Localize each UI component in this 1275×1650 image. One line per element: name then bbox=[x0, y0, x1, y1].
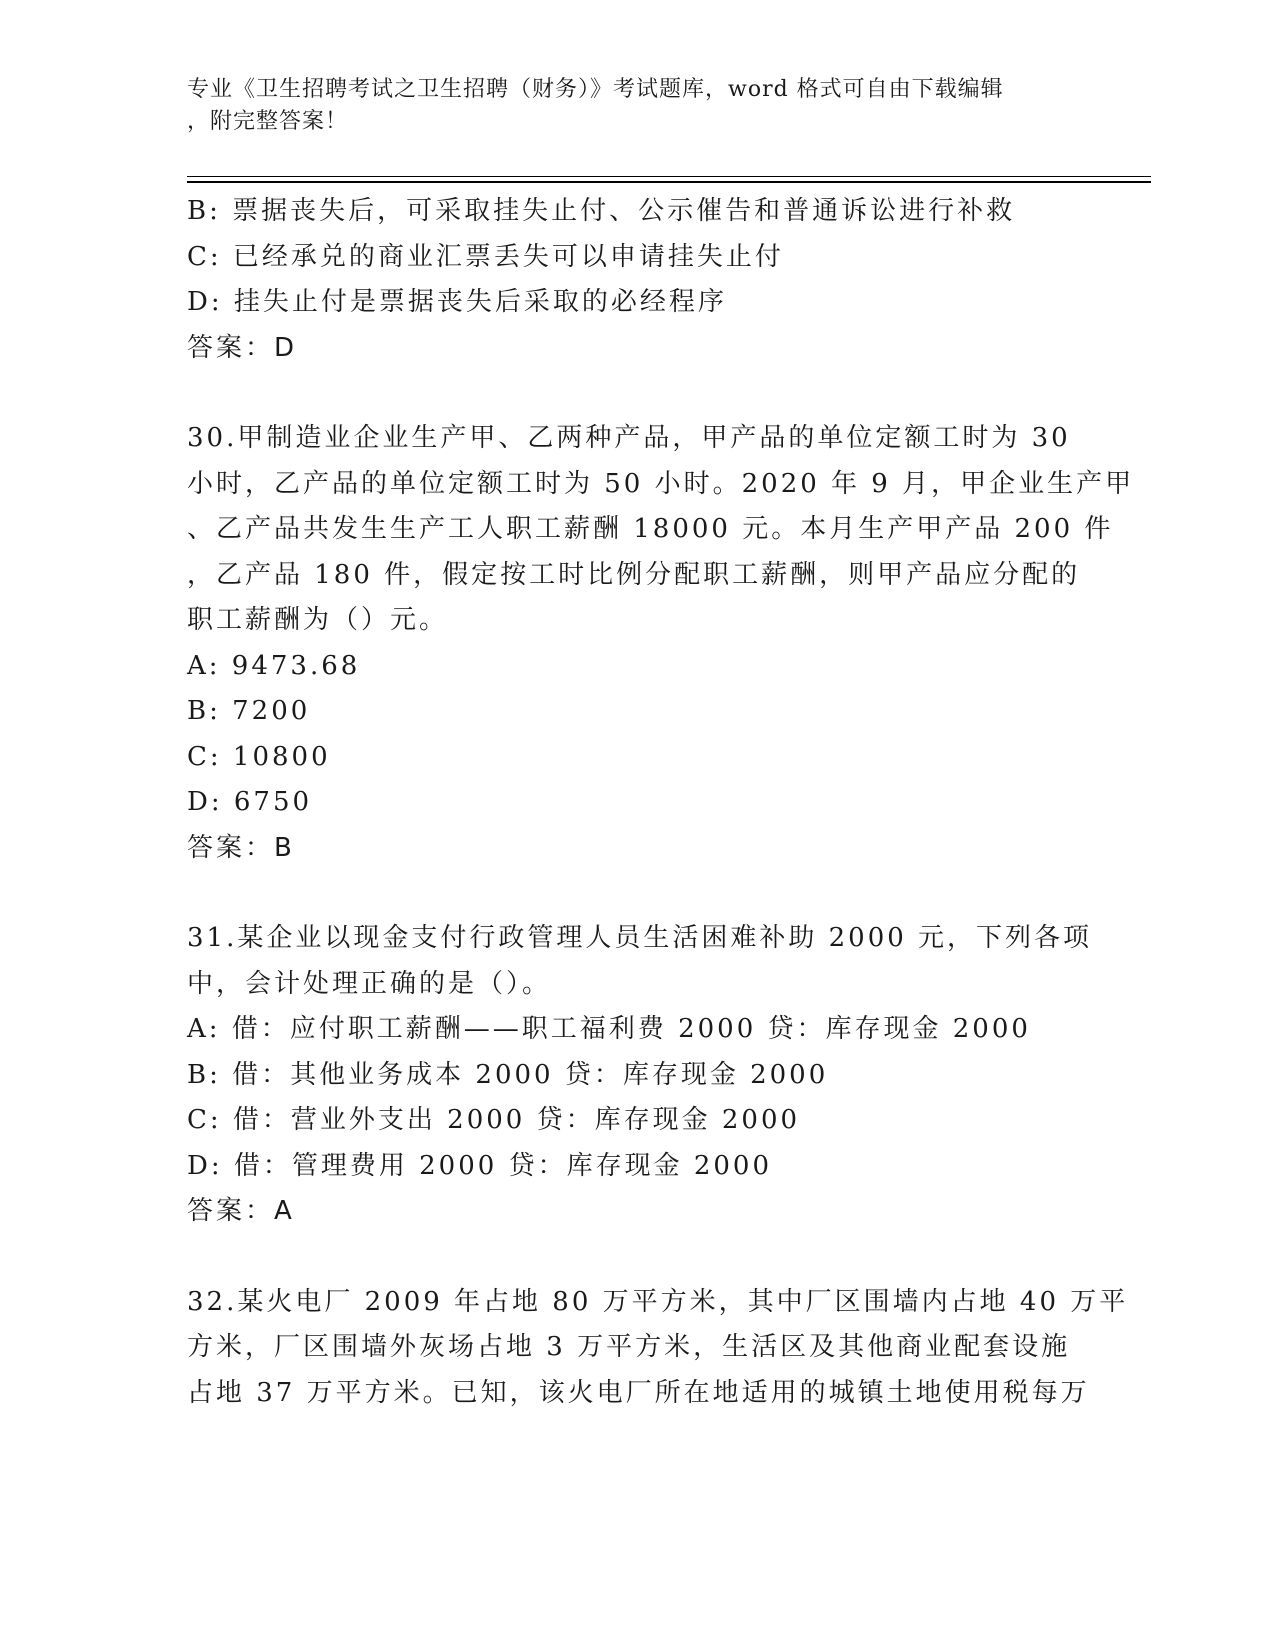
q32-stem-line: 32.某火电厂 2009 年占地 80 万平方米，其中厂区围墙内占地 40 万平 bbox=[187, 1286, 1129, 1317]
q31-stem-line: 中，会计处理正确的是（）。 bbox=[187, 968, 552, 999]
q31-option-c: C: 借：营业外支出 2000 贷：库存现金 2000 bbox=[187, 1105, 801, 1135]
q29-answer: 答案：D bbox=[187, 332, 298, 363]
spacer bbox=[187, 1235, 1067, 1280]
q30-option-d: D: 6750 bbox=[187, 787, 313, 817]
q30-stem-line: 、乙产品共发生生产工人职工薪酬 18000 元。本月生产甲产品 200 件 bbox=[187, 514, 1114, 544]
question-content bbox=[187, 189, 1135, 1416]
q29-option-c: C: 已经承兑的商业汇票丢失可以申请挂失止付 bbox=[187, 241, 784, 272]
question-29-block bbox=[187, 189, 1067, 371]
header-line-1: 专业《卫生招聘考试之卫生招聘（财务）》考试题库，word 格式可自由下载编辑 bbox=[187, 77, 1004, 102]
question-31-block bbox=[187, 916, 1093, 1235]
q30-option-b: B: 7200 bbox=[187, 696, 311, 726]
spacer bbox=[187, 371, 1067, 416]
q32-stem-line: 占地 37 万平方米。已知，该火电厂所在地适用的城镇土地使用税每万 bbox=[187, 1377, 1090, 1408]
header-divider-thick bbox=[187, 181, 1151, 183]
spacer bbox=[187, 871, 1067, 916]
q29-option-d: D: 挂失止付是票据丧失后采取的必经程序 bbox=[187, 287, 727, 317]
q30-option-c: C: 10800 bbox=[187, 741, 331, 772]
q31-option-b: B: 借：其他业务成本 2000 贷：库存现金 2000 bbox=[187, 1059, 829, 1090]
q31-option-d: D: 借：管理费用 2000 贷：库存现金 2000 bbox=[187, 1150, 773, 1181]
document-header bbox=[187, 74, 1087, 138]
q30-option-a: A: 9473.68 bbox=[187, 650, 361, 681]
header-line-2: ，附完整答案！ bbox=[187, 109, 349, 134]
q31-answer: 答案：A bbox=[187, 1196, 295, 1226]
q30-stem-line: ，乙产品 180 件，假定按工时比例分配职工薪酬，则甲产品应分配的 bbox=[187, 559, 1081, 590]
q32-stem-line: 方米，厂区围墙外灰场占地 3 万平方米，生活区及其他商业配套设施 bbox=[187, 1332, 1071, 1362]
q31-option-a: A: 借：应付职工薪酬——职工福利费 2000 贷：库存现金 2000 bbox=[187, 1014, 1031, 1044]
q31-stem-line: 31.某企业以现金支付行政管理人员生活困难补助 2000 元，下列各项 bbox=[187, 923, 1093, 953]
q30-stem-line: 职工薪酬为（）元。 bbox=[187, 605, 449, 635]
q30-stem-line: 小时，乙产品的单位定额工时为 50 小时。2020 年 9 月，甲企业生产甲 bbox=[187, 468, 1135, 499]
header-divider-thin bbox=[187, 176, 1151, 177]
question-32-block bbox=[187, 1280, 1129, 1417]
question-30-block bbox=[187, 416, 1135, 871]
q30-answer: 答案：B bbox=[187, 832, 295, 863]
q30-stem-line: 30.甲制造业企业生产甲、乙两种产品，甲产品的单位定额工时为 30 bbox=[187, 423, 1071, 453]
q29-option-b: B: 票据丧失后，可采取挂失止付、公示催告和普通诉讼进行补救 bbox=[187, 196, 1016, 226]
